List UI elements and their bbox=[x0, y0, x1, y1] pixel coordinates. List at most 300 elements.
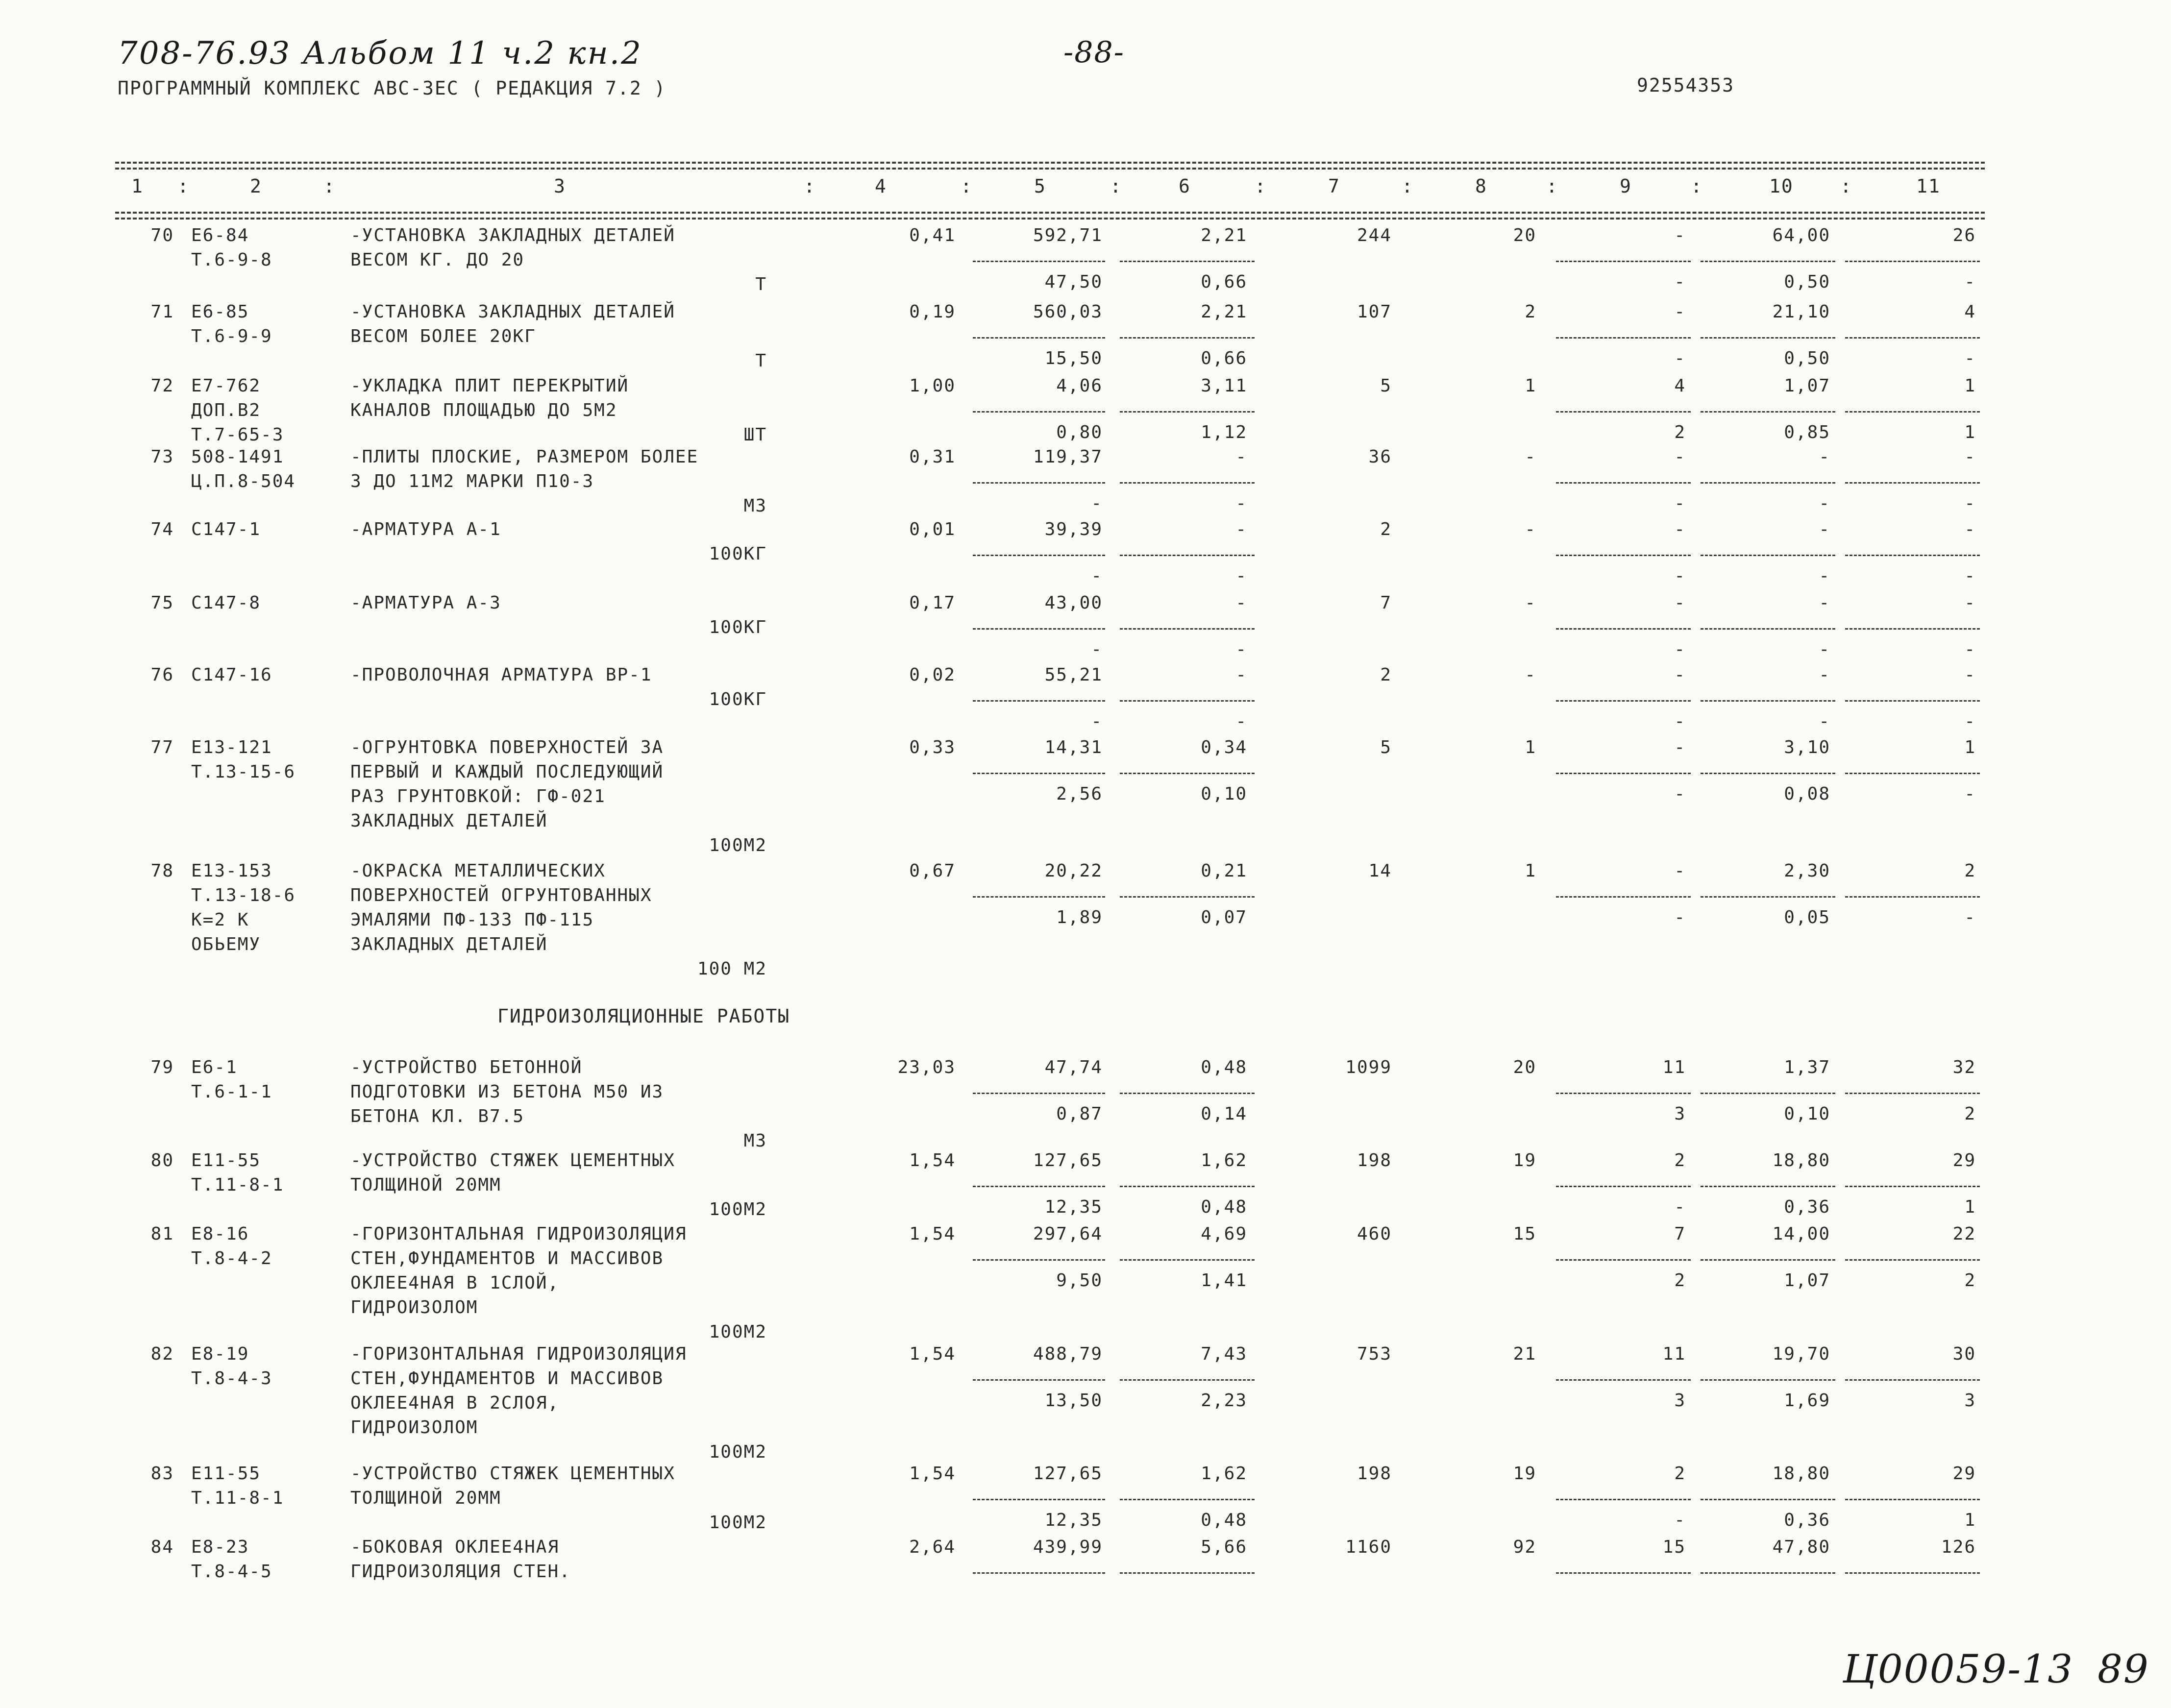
cell-c9: - bbox=[1674, 302, 1686, 322]
cell-c11: 26 bbox=[1952, 225, 1976, 245]
column-number: 8 bbox=[1475, 175, 1487, 197]
subtotal-rule bbox=[1845, 337, 1980, 339]
row-description: -БОКОВАЯ ОКЛЕЕ4НАЯ bbox=[350, 1537, 560, 1557]
cell-c10: 21,10 bbox=[1772, 302, 1830, 322]
cell-c5: 39,39 bbox=[1044, 519, 1103, 539]
column-number: 5 bbox=[1034, 175, 1046, 197]
column-separator: : bbox=[1402, 175, 1414, 197]
subtotal-rule bbox=[1701, 555, 1835, 556]
cell-c11b: - bbox=[1964, 784, 1976, 804]
cell-c6: 2,21 bbox=[1201, 225, 1247, 245]
cell-c4: 1,54 bbox=[909, 1150, 956, 1171]
subtotal-rule bbox=[1845, 773, 1980, 774]
cell-c9b: 3 bbox=[1674, 1104, 1686, 1124]
row-code: Т.6-9-9 bbox=[191, 326, 272, 346]
subtotal-rule bbox=[1845, 411, 1980, 413]
handwritten-title: 708-76.93 Альбом 11 ч.2 кн.2 bbox=[118, 35, 642, 72]
cell-c9: 2 bbox=[1674, 1464, 1686, 1484]
row-code: ДОП.В2 bbox=[191, 400, 261, 420]
cell-c11: 1 bbox=[1964, 737, 1976, 757]
cell-c10: 3,10 bbox=[1784, 737, 1830, 757]
cell-c6b: 0,66 bbox=[1201, 348, 1247, 368]
column-number: 11 bbox=[1916, 175, 1941, 197]
row-unit: 100М2 bbox=[709, 835, 767, 855]
cell-c4: 0,31 bbox=[909, 447, 956, 467]
row-description: ПЕРВЫЙ И КАЖДЫЙ ПОСЛЕДУЮЩИЙ bbox=[350, 762, 664, 782]
cell-c11b: 1 bbox=[1964, 1197, 1976, 1217]
cell-c9: 15 bbox=[1662, 1537, 1686, 1557]
cell-c5: 488,79 bbox=[1033, 1344, 1103, 1364]
cell-c11: 22 bbox=[1952, 1224, 1976, 1244]
cell-c9: 4 bbox=[1674, 376, 1686, 396]
cell-c9b: - bbox=[1674, 493, 1686, 513]
cell-c9b: 3 bbox=[1674, 1391, 1686, 1411]
cell-c11b: 1 bbox=[1964, 422, 1976, 442]
cell-c10: 14,00 bbox=[1772, 1224, 1830, 1244]
row-description: ЗАКЛАДНЫХ ДЕТАЛЕЙ bbox=[350, 934, 548, 954]
cell-c6b: 0,48 bbox=[1201, 1197, 1247, 1217]
cell-c6: 0,34 bbox=[1201, 737, 1247, 757]
cell-c10b: 0,50 bbox=[1784, 348, 1830, 368]
subtotal-rule bbox=[1845, 896, 1980, 898]
cell-c10: 47,80 bbox=[1772, 1537, 1830, 1557]
cell-c6: 0,48 bbox=[1201, 1057, 1247, 1077]
cell-c9b: - bbox=[1674, 907, 1686, 927]
subtotal-rule bbox=[1701, 337, 1835, 339]
subtotal-rule bbox=[973, 1379, 1105, 1381]
row-code: С147-1 bbox=[191, 519, 261, 539]
subtotal-rule bbox=[1701, 1259, 1835, 1261]
cell-c6: 2,21 bbox=[1201, 302, 1247, 322]
row-unit: 100КГ bbox=[709, 544, 767, 564]
column-separator: : bbox=[1110, 175, 1122, 197]
row-description: СТЕН,ФУНДАМЕНТОВ И МАССИВОВ bbox=[350, 1368, 664, 1389]
row-description: -ПРОВОЛОЧНАЯ АРМАТУРА ВР-1 bbox=[350, 665, 652, 685]
cell-c8: 1 bbox=[1525, 376, 1536, 396]
row-code: С147-16 bbox=[191, 665, 272, 685]
subtotal-rule bbox=[1556, 1259, 1691, 1261]
cell-c11b: - bbox=[1964, 639, 1976, 659]
cell-c5b: 1,89 bbox=[1056, 907, 1103, 927]
cell-c5b: 13,50 bbox=[1044, 1391, 1103, 1411]
row-code: Е11-55 bbox=[191, 1150, 261, 1171]
row-code: Т.8-4-5 bbox=[191, 1562, 272, 1582]
cell-c11: 2 bbox=[1964, 861, 1976, 881]
cell-c11: - bbox=[1964, 593, 1976, 613]
cell-c10b: 0,10 bbox=[1784, 1104, 1830, 1124]
subtotal-rule bbox=[1120, 1093, 1255, 1094]
cell-c11: 29 bbox=[1952, 1150, 1976, 1171]
row-unit: 100 М2 bbox=[697, 959, 767, 979]
row-description: -ОГРУНТОВКА ПОВЕРХНОСТЕЙ ЗА bbox=[350, 737, 664, 757]
row-description: ПОДГОТОВКИ ИЗ БЕТОНА М50 ИЗ bbox=[350, 1082, 664, 1102]
row-unit: 100М2 bbox=[709, 1322, 767, 1342]
row-description: РАЗ ГРУНТОВКОЙ: ГФ-021 bbox=[350, 786, 606, 806]
cell-c5: 55,21 bbox=[1044, 665, 1103, 685]
cell-c11: 126 bbox=[1941, 1537, 1976, 1557]
cell-c8: 15 bbox=[1513, 1224, 1536, 1244]
cell-c8: 19 bbox=[1513, 1464, 1536, 1484]
subtotal-rule bbox=[1556, 1379, 1691, 1381]
cell-c5b: 9,50 bbox=[1056, 1270, 1103, 1291]
cell-c9: - bbox=[1674, 665, 1686, 685]
subtotal-rule bbox=[1556, 896, 1691, 898]
column-number: 3 bbox=[554, 175, 566, 197]
cell-c10: 64,00 bbox=[1772, 225, 1830, 245]
cell-c11b: - bbox=[1964, 272, 1976, 292]
subtotal-rule bbox=[1556, 337, 1691, 339]
cell-c11: - bbox=[1964, 665, 1976, 685]
row-unit: 100М2 bbox=[709, 1442, 767, 1462]
cell-c7: 1099 bbox=[1345, 1057, 1392, 1077]
row-description: ВЕСОМ КГ. ДО 20 bbox=[350, 250, 525, 270]
cell-c5: 560,03 bbox=[1033, 302, 1103, 322]
row-unit: 100М2 bbox=[709, 1199, 767, 1220]
subtotal-rule bbox=[1845, 1186, 1980, 1187]
subtotal-rule bbox=[1701, 628, 1835, 630]
row-code: К=2 К bbox=[191, 910, 249, 930]
cell-c10: - bbox=[1819, 593, 1830, 613]
cell-c5b: 12,35 bbox=[1044, 1510, 1103, 1530]
subtotal-rule bbox=[1701, 700, 1835, 702]
cell-c11: 32 bbox=[1952, 1057, 1976, 1077]
cell-c11: - bbox=[1964, 447, 1976, 467]
cell-c7: 244 bbox=[1357, 225, 1392, 245]
row-description: ОКЛЕЕ4НАЯ В 2СЛОЯ, bbox=[350, 1393, 560, 1413]
cell-c7: 198 bbox=[1357, 1150, 1392, 1171]
cell-c9: - bbox=[1674, 593, 1686, 613]
subtotal-rule bbox=[1701, 1379, 1835, 1381]
row-unit: Т bbox=[755, 351, 767, 371]
row-number: 83 bbox=[150, 1464, 174, 1484]
subtotal-rule bbox=[1701, 411, 1835, 413]
subtotal-rule bbox=[973, 337, 1105, 339]
row-code: Т.13-18-6 bbox=[191, 885, 296, 905]
cell-c6: - bbox=[1235, 593, 1247, 613]
subtotal-rule bbox=[1701, 1572, 1835, 1574]
cell-c11b: 2 bbox=[1964, 1270, 1976, 1291]
cell-c8: - bbox=[1525, 447, 1536, 467]
column-number: 1 bbox=[131, 175, 144, 197]
row-description: БЕТОНА КЛ. В7.5 bbox=[350, 1106, 525, 1126]
cell-c8: - bbox=[1525, 665, 1536, 685]
cell-c5b: 47,50 bbox=[1044, 272, 1103, 292]
cell-c6b: - bbox=[1235, 711, 1247, 732]
row-code: 508-1491 bbox=[191, 447, 284, 467]
cell-c6: 3,11 bbox=[1201, 376, 1247, 396]
row-description: ЗАКЛАДНЫХ ДЕТАЛЕЙ bbox=[350, 811, 548, 831]
subtotal-rule bbox=[973, 482, 1105, 484]
row-description: -УСТРОЙСТВО СТЯЖЕК ЦЕМЕНТНЫХ bbox=[350, 1464, 675, 1484]
subtotal-rule bbox=[1556, 773, 1691, 774]
cell-c6b: 1,41 bbox=[1201, 1270, 1247, 1291]
subtotal-rule bbox=[1556, 1186, 1691, 1187]
rule-top-2 bbox=[115, 168, 1985, 170]
row-description: -УКЛАДКА ПЛИТ ПЕРЕКРЫТИЙ bbox=[350, 376, 629, 396]
subtotal-rule bbox=[973, 628, 1105, 630]
subtotal-rule bbox=[973, 1093, 1105, 1094]
cell-c8: 1 bbox=[1525, 861, 1536, 881]
cell-c7: 2 bbox=[1380, 665, 1392, 685]
row-code: Е8-23 bbox=[191, 1537, 249, 1557]
column-number: 4 bbox=[875, 175, 887, 197]
row-code: Т.7-65-3 bbox=[191, 425, 284, 445]
cell-c6: 4,69 bbox=[1201, 1224, 1247, 1244]
subtotal-rule bbox=[1701, 773, 1835, 774]
subtotal-rule bbox=[1701, 261, 1835, 262]
cell-c6b: 2,23 bbox=[1201, 1391, 1247, 1411]
cell-c7: 7 bbox=[1380, 593, 1392, 613]
row-number: 84 bbox=[150, 1537, 174, 1557]
row-description: ГИДРОИЗОЛЯЦИЯ СТЕН. bbox=[350, 1562, 571, 1582]
row-unit: М3 bbox=[743, 496, 767, 516]
section-title: ГИДРОИЗОЛЯЦИОННЫЕ РАБОТЫ bbox=[497, 1005, 790, 1027]
subtotal-rule bbox=[1845, 555, 1980, 556]
cell-c8: 19 bbox=[1513, 1150, 1536, 1171]
row-number: 74 bbox=[150, 519, 174, 539]
row-number: 76 bbox=[150, 665, 174, 685]
row-description: -ГОРИЗОНТАЛЬНАЯ ГИДРОИЗОЛЯЦИЯ bbox=[350, 1224, 687, 1244]
cell-c7: 753 bbox=[1357, 1344, 1392, 1364]
cell-c5: 14,31 bbox=[1044, 737, 1103, 757]
subtotal-rule bbox=[973, 896, 1105, 898]
cell-c6b: 0,48 bbox=[1201, 1510, 1247, 1530]
cell-c10: 1,37 bbox=[1784, 1057, 1830, 1077]
cell-c9: - bbox=[1674, 225, 1686, 245]
page-mark: -88- bbox=[1063, 35, 1125, 70]
cell-c6b: - bbox=[1235, 566, 1247, 586]
cell-c10: - bbox=[1819, 519, 1830, 539]
cell-c7: 5 bbox=[1380, 737, 1392, 757]
column-number: 9 bbox=[1620, 175, 1632, 197]
cell-c5b: 0,80 bbox=[1056, 422, 1103, 442]
cell-c10b: 1,69 bbox=[1784, 1391, 1830, 1411]
row-code: Т.6-1-1 bbox=[191, 1082, 272, 1102]
column-separator: : bbox=[1691, 175, 1703, 197]
subtotal-rule bbox=[1120, 482, 1255, 484]
cell-c5: 127,65 bbox=[1033, 1150, 1103, 1171]
column-separator: : bbox=[1546, 175, 1558, 197]
row-code: Т.11-8-1 bbox=[191, 1175, 284, 1195]
cell-c11: 4 bbox=[1964, 302, 1976, 322]
cell-c9b: - bbox=[1674, 639, 1686, 659]
cell-c5b: - bbox=[1091, 711, 1103, 732]
row-unit: 100М2 bbox=[709, 1513, 767, 1533]
cell-c6: 7,43 bbox=[1201, 1344, 1247, 1364]
cell-c5: 4,06 bbox=[1056, 376, 1103, 396]
row-number: 72 bbox=[150, 376, 174, 396]
cell-c4: 1,54 bbox=[909, 1224, 956, 1244]
subtotal-rule bbox=[973, 700, 1105, 702]
cell-c8: - bbox=[1525, 519, 1536, 539]
subtotal-rule bbox=[1556, 1093, 1691, 1094]
subtotal-rule bbox=[973, 1499, 1105, 1500]
cell-c5: 47,74 bbox=[1044, 1057, 1103, 1077]
subtotal-rule bbox=[1845, 482, 1980, 484]
subtotal-rule bbox=[1701, 482, 1835, 484]
cell-c11: 30 bbox=[1952, 1344, 1976, 1364]
subtotal-rule bbox=[1701, 1093, 1835, 1094]
column-number: 2 bbox=[250, 175, 262, 197]
row-description: ТОЛЩИНОЙ 20ММ bbox=[350, 1488, 501, 1508]
cell-c7: 5 bbox=[1380, 376, 1392, 396]
cell-c6: - bbox=[1235, 519, 1247, 539]
cell-c10b: 0,50 bbox=[1784, 272, 1830, 292]
cell-c5b: 0,87 bbox=[1056, 1104, 1103, 1124]
subtotal-rule bbox=[1845, 1572, 1980, 1574]
cell-c9: - bbox=[1674, 519, 1686, 539]
cell-c6: 1,62 bbox=[1201, 1464, 1247, 1484]
subtotal-rule bbox=[1556, 700, 1691, 702]
row-code: ОБЬЕМУ bbox=[191, 934, 261, 954]
cell-c9b: - bbox=[1674, 566, 1686, 586]
cell-c7: 2 bbox=[1380, 519, 1392, 539]
row-number: 73 bbox=[150, 447, 174, 467]
cell-c4: 0,17 bbox=[909, 593, 956, 613]
row-description: -ГОРИЗОНТАЛЬНАЯ ГИДРОИЗОЛЯЦИЯ bbox=[350, 1344, 687, 1364]
cell-c5: 119,37 bbox=[1033, 447, 1103, 467]
cell-c11: 1 bbox=[1964, 376, 1976, 396]
column-separator: : bbox=[1255, 175, 1267, 197]
cell-c5: 127,65 bbox=[1033, 1464, 1103, 1484]
cell-c11: - bbox=[1964, 519, 1976, 539]
cell-c7: 14 bbox=[1368, 861, 1392, 881]
rule-header-2 bbox=[115, 218, 1985, 220]
cell-c4: 0,33 bbox=[909, 737, 956, 757]
cell-c4: 1,54 bbox=[909, 1344, 956, 1364]
cell-c10: 18,80 bbox=[1772, 1464, 1830, 1484]
cell-c9: 7 bbox=[1674, 1224, 1686, 1244]
cell-c9b: 2 bbox=[1674, 422, 1686, 442]
cell-c8: 92 bbox=[1513, 1537, 1536, 1557]
cell-c9b: - bbox=[1674, 1197, 1686, 1217]
cell-c5b: 15,50 bbox=[1044, 348, 1103, 368]
subtotal-rule bbox=[1701, 896, 1835, 898]
subtotal-rule bbox=[1845, 628, 1980, 630]
cell-c6: - bbox=[1235, 665, 1247, 685]
cell-c5: 43,00 bbox=[1044, 593, 1103, 613]
row-number: 80 bbox=[150, 1150, 174, 1171]
cell-c6b: 1,12 bbox=[1201, 422, 1247, 442]
cell-c8: 1 bbox=[1525, 737, 1536, 757]
row-code: Е8-16 bbox=[191, 1224, 249, 1244]
cell-c9b: - bbox=[1674, 1510, 1686, 1530]
column-separator: : bbox=[961, 175, 973, 197]
subtotal-rule bbox=[1120, 555, 1255, 556]
cell-c11b: - bbox=[1964, 566, 1976, 586]
subtotal-rule bbox=[1845, 1379, 1980, 1381]
cell-c6b: 0,66 bbox=[1201, 272, 1247, 292]
row-number: 82 bbox=[150, 1344, 174, 1364]
subtotal-rule bbox=[973, 1259, 1105, 1261]
cell-c9: 11 bbox=[1662, 1344, 1686, 1364]
subtotal-rule bbox=[1845, 1093, 1980, 1094]
document-code: 92554353 bbox=[1637, 74, 1735, 96]
cell-c5: 20,22 bbox=[1044, 861, 1103, 881]
cell-c10b: 0,08 bbox=[1784, 784, 1830, 804]
column-number: 7 bbox=[1328, 175, 1340, 197]
row-unit: Т bbox=[755, 274, 767, 294]
program-line: ПРОГРАММНЫЙ КОМПЛЕКС АВС-3ЕС ( РЕДАКЦИЯ 7.2 ) bbox=[118, 77, 666, 99]
row-description: ПОВЕРХНОСТЕЙ ОГРУНТОВАННЫХ bbox=[350, 885, 652, 905]
cell-c5b: - bbox=[1091, 639, 1103, 659]
cell-c5: 439,99 bbox=[1033, 1537, 1103, 1557]
row-description: 3 ДО 11М2 МАРКИ П10-3 bbox=[350, 471, 594, 491]
cell-c10: 1,07 bbox=[1784, 376, 1830, 396]
cell-c10b: 0,36 bbox=[1784, 1510, 1830, 1530]
cell-c4: 0,02 bbox=[909, 665, 956, 685]
footer-stamp: Ц00059-13 bbox=[1843, 1646, 2074, 1692]
subtotal-rule bbox=[1120, 700, 1255, 702]
cell-c8: 20 bbox=[1513, 1057, 1536, 1077]
row-code: Е6-1 bbox=[191, 1057, 238, 1077]
cell-c9: - bbox=[1674, 737, 1686, 757]
row-description: ГИДРОИЗОЛОМ bbox=[350, 1417, 478, 1438]
row-description: ВЕСОМ БОЛЕЕ 20КГ bbox=[350, 326, 536, 346]
row-description: -ОКРАСКА МЕТАЛЛИЧЕСКИХ bbox=[350, 861, 606, 881]
subtotal-rule bbox=[1120, 337, 1255, 339]
subtotal-rule bbox=[1556, 628, 1691, 630]
cell-c7: 198 bbox=[1357, 1464, 1392, 1484]
cell-c6b: 0,07 bbox=[1201, 907, 1247, 927]
cell-c9b: - bbox=[1674, 348, 1686, 368]
cell-c6: 0,21 bbox=[1201, 861, 1247, 881]
cell-c6: - bbox=[1235, 447, 1247, 467]
cell-c7: 1160 bbox=[1345, 1537, 1392, 1557]
column-separator: : bbox=[1840, 175, 1852, 197]
rule-top-1 bbox=[115, 162, 1985, 164]
row-unit: ШТ bbox=[743, 425, 767, 445]
subtotal-rule bbox=[1120, 1572, 1255, 1574]
row-code: Т.13-15-6 bbox=[191, 762, 296, 782]
cell-c10b: - bbox=[1819, 493, 1830, 513]
row-code: Ц.П.8-504 bbox=[191, 471, 296, 491]
row-number: 75 bbox=[150, 593, 174, 613]
cell-c11b: - bbox=[1964, 348, 1976, 368]
row-unit: М3 bbox=[743, 1131, 767, 1151]
column-separator: : bbox=[323, 175, 336, 197]
column-number: 10 bbox=[1769, 175, 1794, 197]
subtotal-rule bbox=[973, 1186, 1105, 1187]
subtotal-rule bbox=[1120, 628, 1255, 630]
cell-c4: 23,03 bbox=[897, 1057, 956, 1077]
row-number: 71 bbox=[150, 302, 174, 322]
cell-c8: - bbox=[1525, 593, 1536, 613]
row-description: -АРМАТУРА А-3 bbox=[350, 593, 501, 613]
cell-c4: 0,41 bbox=[909, 225, 956, 245]
cell-c10: 18,80 bbox=[1772, 1150, 1830, 1171]
subtotal-rule bbox=[1120, 896, 1255, 898]
cell-c10b: 1,07 bbox=[1784, 1270, 1830, 1291]
cell-c9b: - bbox=[1674, 711, 1686, 732]
cell-c10b: - bbox=[1819, 639, 1830, 659]
cell-c5: 592,71 bbox=[1033, 225, 1103, 245]
row-code: Т.11-8-1 bbox=[191, 1488, 284, 1508]
row-description: -ПЛИТЫ ПЛОСКИЕ, РАЗМЕРОМ БОЛЕЕ bbox=[350, 447, 699, 467]
row-code: Т.8-4-3 bbox=[191, 1368, 272, 1389]
cell-c6: 5,66 bbox=[1201, 1537, 1247, 1557]
cell-c6: 1,62 bbox=[1201, 1150, 1247, 1171]
row-code: Е8-19 bbox=[191, 1344, 249, 1364]
cell-c11b: - bbox=[1964, 711, 1976, 732]
subtotal-rule bbox=[973, 261, 1105, 262]
row-description: -УСТАНОВКА ЗАКЛАДНЫХ ДЕТАЛЕЙ bbox=[350, 225, 675, 245]
cell-c9: - bbox=[1674, 447, 1686, 467]
subtotal-rule bbox=[973, 1572, 1105, 1574]
cell-c11b: 2 bbox=[1964, 1104, 1976, 1124]
cell-c11b: - bbox=[1964, 493, 1976, 513]
row-description: КАНАЛОВ ПЛОЩАДЬЮ ДО 5М2 bbox=[350, 400, 617, 420]
